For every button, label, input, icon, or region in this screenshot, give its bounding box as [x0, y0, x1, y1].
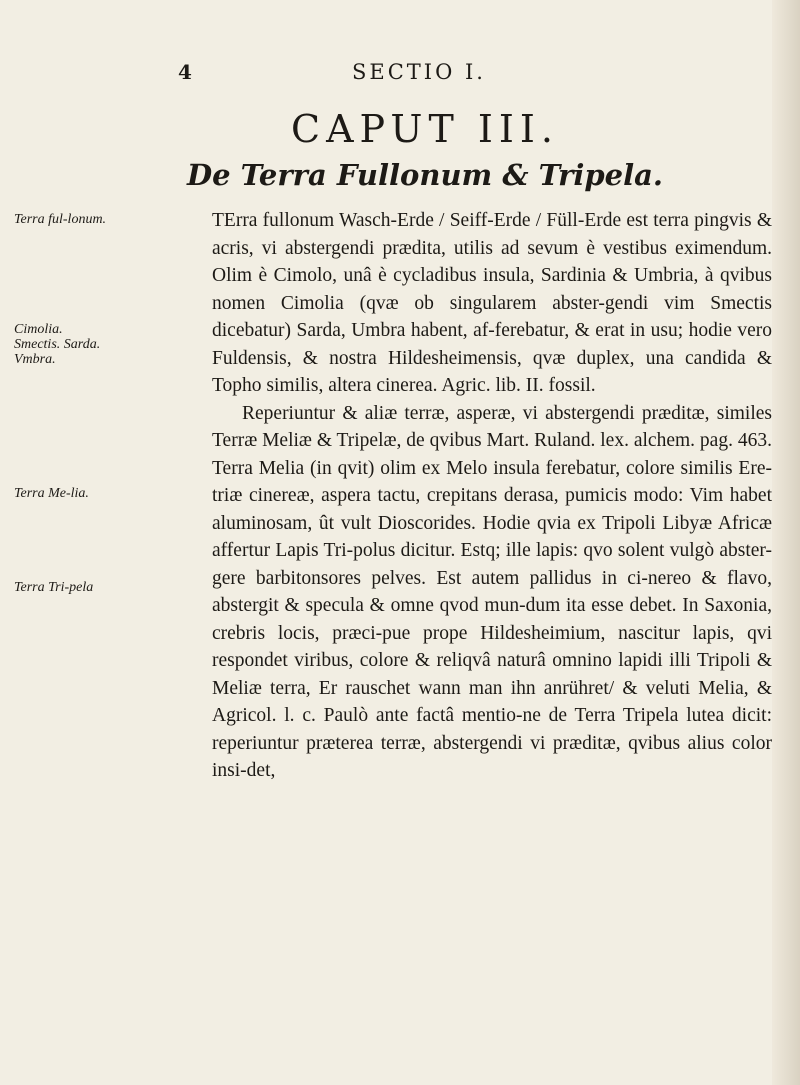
chapter-subtitle: De Terra Fullonum & Tripela. — [186, 158, 663, 192]
margin-note-melia: Terra Me-lia. — [14, 486, 89, 501]
page-number: 4 — [178, 60, 192, 84]
section-heading: SECTIO I. — [352, 60, 486, 84]
body-text — [212, 207, 772, 785]
margin-note-fullonum: Terra ful-lonum. — [14, 212, 107, 227]
chapter-title: CAPUT III. — [291, 107, 559, 151]
margin-note-tripela: Terra Tri-pela — [14, 580, 94, 595]
margin-note-cimolia: Cimolia. Smectis. Sarda. Vmbra. — [14, 322, 101, 367]
paragraph-1: TErra fullonum Wasch-Erde / Seiff-Erde / Füll-Erde est terra pingvis & acris, vi abstergendi prædita, utilis ad sevum è vestibus eximendum. Olim è Cimolo, unâ è cycladibus insula, Sardinia & Umbria, à qvibus nomen Cimolia (qvæ ob singularem abster-gendi vim Smectis dicebatur) Sarda, Umbra habent, af-ferebatur, & erat in usu; hodie vero Fuldensis, & nostra Hildesheimensis, qvæ duplex, una candida & Topho similis, altera cinerea. Agric. lib. II. fossil. — [212, 210, 772, 396]
paragraph-2: Reperiuntur & aliæ terræ, asperæ, vi abstergendi præditæ, similes Terræ Meliæ & Tripelæ, de qvibus Mart. Ruland. lex. alchem. pag. 463. Terra Melia (in qvit) olim ex Melo insula ferebatur, colore similis Ere-triæ cinereæ, aspera tactu, crepitans derasa, pumicis modo: Vim habet aluminosam, ût vult Dioscorides. Hodie qvia ex Tripoli Libyæ Africæ affertur Lapis Tri-polus dicitur. Estq; ille lapis: qvo solent vulgò abster-gere barbitonsores pelves. Est autem pallidus in ci-nereo & flavo, abstergit & specula & omne qvod mun-dum ita esse debet. In Saxonia, crebris locis, præci-pue prope Hildesheimium, nascitur lapis, qvi respondet viribus, colore & reliqvâ naturâ omnino lapidi illi Tripoli & Meliæ terra, Er rauschet wann man ihn anrühret/ & veluti Melia, & Agricol. l. c. Paulò ante factâ mentio-ne de Terra Tripela lutea dicit: reperiuntur præterea terræ, abstergendi vi præditæ, qvibus alius color insi-det, — [212, 402, 772, 781]
running-header — [0, 50, 800, 90]
